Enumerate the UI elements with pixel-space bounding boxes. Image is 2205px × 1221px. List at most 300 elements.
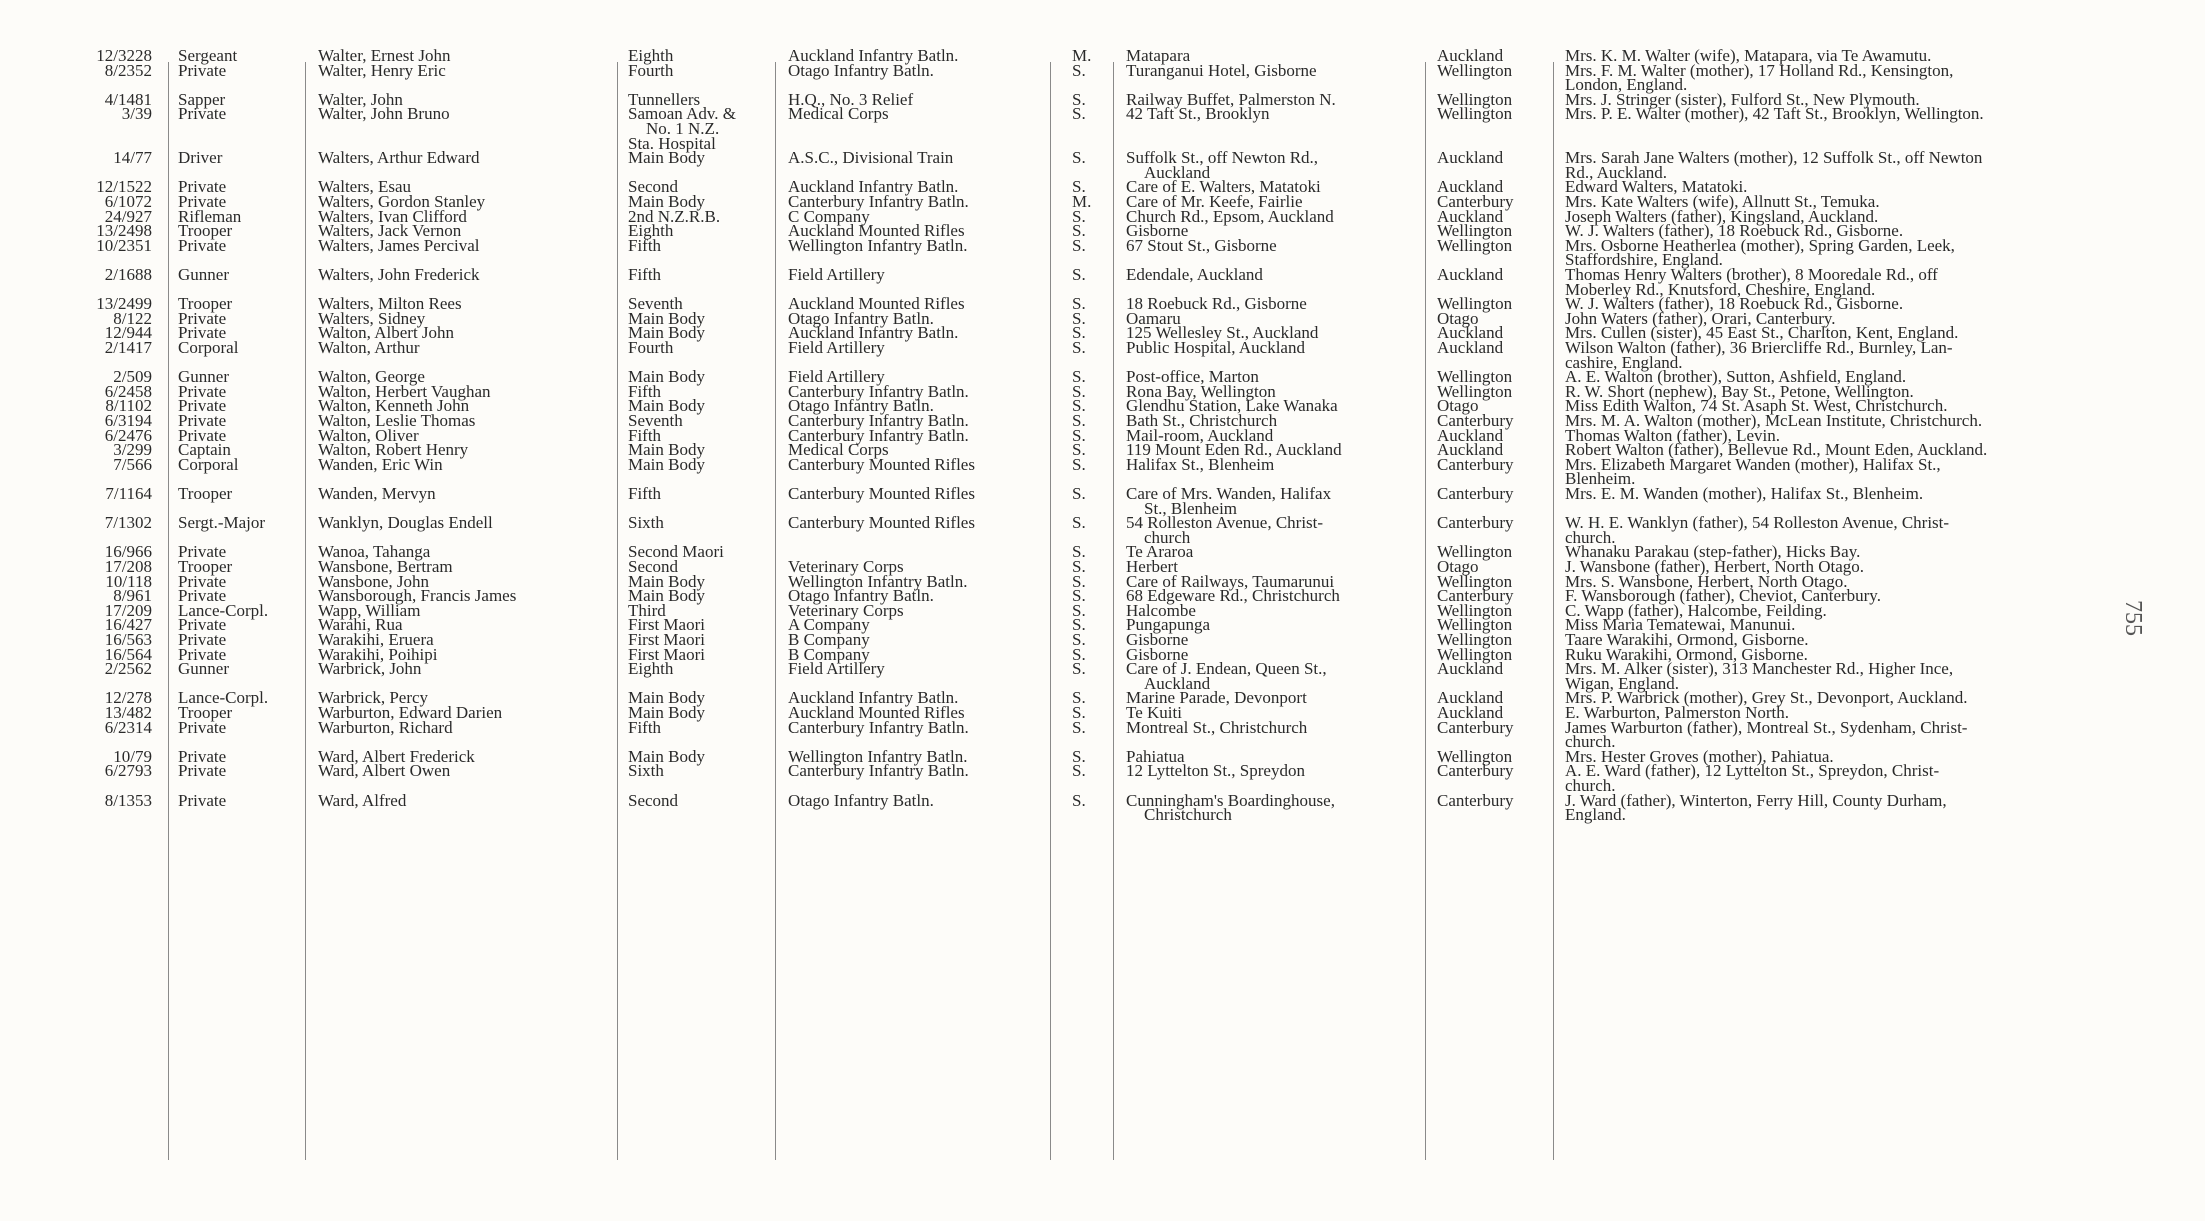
draft-unit: Eighth: [628, 46, 674, 65]
service-number: 14/77: [113, 148, 152, 168]
rank: Private: [178, 177, 227, 197]
corps: A Company: [788, 615, 870, 635]
continuation-text: No. 1 N.Z.: [646, 119, 720, 138]
soldier-name: Wansbone, John: [318, 571, 430, 591]
corps: Veterinary Corps: [788, 600, 904, 620]
last-address: Mail-room, Auckland: [1126, 425, 1274, 445]
corps: Medical Corps: [788, 440, 889, 460]
enlistment-district: Canterbury: [1437, 411, 1514, 430]
last-address: Care of E. Walters, Matatoki: [1126, 177, 1321, 197]
last-address: Care of Mrs. Wanden, Halifax: [1126, 484, 1332, 503]
marital-status: S.: [1072, 454, 1086, 474]
service-number: 6/2458: [104, 381, 152, 401]
next-of-kin: Mrs. Sarah Jane Walters (mother), 12 Suffolk St., off Newton: [1565, 148, 1983, 168]
enlistment-district: Wellington: [1437, 60, 1513, 80]
enlistment-district: Canterbury: [1437, 484, 1514, 503]
enlistment-district: Wellington: [1437, 104, 1513, 124]
draft-unit: Fourth: [628, 60, 674, 80]
soldier-name: Walters, Esau: [318, 177, 412, 197]
service-number: 3/39: [121, 104, 152, 124]
enlistment-district: Canterbury: [1437, 717, 1514, 737]
draft-unit: Tunnellers: [628, 89, 701, 109]
draft-unit: Main Body: [628, 746, 705, 766]
column-rule: [1553, 62, 1554, 1160]
last-address: Herbert: [1126, 557, 1178, 576]
corps: Auckland Infantry Batln.: [788, 688, 959, 708]
draft-unit: Main Body: [628, 703, 705, 722]
rank: Private: [178, 235, 227, 255]
marital-status: S.: [1072, 425, 1086, 445]
last-address: Halifax St., Blenheim: [1126, 454, 1275, 474]
column-rule: [1425, 62, 1426, 1160]
draft-unit: Fifth: [628, 235, 662, 255]
soldier-name: Walton, George: [318, 367, 425, 387]
continuation-text: Blenheim.: [1565, 469, 1636, 489]
enlistment-district: Wellington: [1437, 571, 1513, 591]
next-of-kin: E. Warburton, Palmerston North.: [1565, 703, 1790, 722]
draft-unit: Seventh: [628, 411, 683, 430]
column-rule: [1050, 62, 1051, 1160]
corps: Otago Infantry Batln.: [788, 586, 934, 606]
soldier-name: Warbrick, Percy: [318, 688, 429, 708]
draft-unit: Second Maori: [628, 542, 724, 562]
marital-status: S.: [1072, 484, 1086, 503]
enlistment-district: Wellington: [1437, 89, 1513, 109]
draft-unit: Fifth: [628, 717, 662, 737]
corps: Canterbury Infantry Batln.: [788, 717, 969, 737]
next-of-kin: J. Ward (father), Winterton, Ferry Hill, County Durham,: [1565, 790, 1947, 810]
rank: Trooper: [178, 703, 233, 722]
soldier-name: Walton, Albert John: [318, 323, 455, 343]
next-of-kin: Mrs. Kate Walters (wife), Allnutt St., Temuka.: [1565, 192, 1880, 211]
last-address: 125 Wellesley St., Auckland: [1126, 323, 1319, 343]
marital-status: S.: [1072, 235, 1086, 255]
next-of-kin: Mrs. E. M. Wanden (mother), Halifax St., Blenheim.: [1565, 484, 1924, 503]
last-address: Care of Railways, Taumarunui: [1126, 571, 1335, 591]
draft-unit: 2nd N.Z.R.B.: [628, 206, 721, 226]
marital-status: M.: [1072, 46, 1092, 65]
draft-unit: First Maori: [628, 615, 705, 635]
last-address: Suffolk St., off Newton Rd.,: [1126, 148, 1319, 168]
marital-status: S.: [1072, 513, 1086, 533]
service-number: 8/961: [113, 586, 152, 606]
next-of-kin: Mrs. M. A. Walton (mother), McLean Institute, Christchurch.: [1565, 411, 1983, 430]
continuation-text: church.: [1565, 776, 1616, 795]
marital-status: S.: [1072, 440, 1086, 460]
corps: Canterbury Infantry Batln.: [788, 192, 969, 211]
enlistment-district: Wellington: [1437, 600, 1513, 620]
last-address: 18 Roebuck Rd., Gisborne: [1126, 294, 1307, 314]
enlistment-district: Otago: [1437, 557, 1479, 576]
corps: Canterbury Infantry Batln.: [788, 761, 969, 781]
soldier-name: Walters, Arthur Edward: [318, 148, 480, 168]
last-address: Gisborne: [1126, 630, 1189, 649]
draft-unit: Second: [628, 177, 679, 197]
next-of-kin: Mrs. P. E. Walter (mother), 42 Taft St., Brooklyn, Wellington.: [1565, 104, 1984, 124]
corps: Canterbury Infantry Batln.: [788, 425, 969, 445]
next-of-kin: James Warburton (father), Montreal St., Sydenham, Christ-: [1565, 717, 1968, 737]
enlistment-district: Wellington: [1437, 221, 1513, 241]
continuation-text: England.: [1565, 805, 1626, 825]
corps: Field Artillery: [788, 367, 885, 387]
page-number: 755: [2120, 600, 2146, 636]
continuation-text: St., Blenheim: [1144, 498, 1238, 518]
column-rule: [168, 62, 169, 1160]
last-address: 54 Rolleston Avenue, Christ-: [1126, 513, 1324, 533]
service-number: 8/1102: [105, 396, 152, 416]
service-number: 6/2314: [104, 717, 152, 737]
service-number: 10/118: [105, 571, 152, 591]
marital-status: S.: [1072, 60, 1086, 80]
last-address: 67 Stout St., Gisborne: [1126, 235, 1277, 255]
soldier-name: Walters, Milton Rees: [318, 294, 462, 314]
marital-status: S.: [1072, 89, 1086, 109]
service-number: 6/3194: [104, 411, 152, 430]
rank: Trooper: [178, 294, 233, 314]
marital-status: S.: [1072, 148, 1086, 168]
enlistment-district: Auckland: [1437, 148, 1504, 168]
next-of-kin: Wilson Walton (father), 36 Briercliffe Rd., Burnley, Lan-: [1565, 338, 1953, 357]
soldier-name: Wansbone, Bertram: [318, 557, 453, 576]
continuation-text: Staffordshire, England.: [1565, 250, 1723, 270]
soldier-name: Walter, John Bruno: [318, 104, 450, 124]
marital-status: S.: [1072, 717, 1086, 737]
rank: Private: [178, 644, 227, 664]
marital-status: S.: [1072, 761, 1086, 781]
service-number: 12/3228: [96, 46, 152, 65]
continuation-text: Christchurch: [1144, 805, 1232, 825]
enlistment-district: Auckland: [1437, 177, 1504, 197]
enlistment-district: Wellington: [1437, 615, 1513, 635]
corps: Auckland Infantry Batln.: [788, 46, 959, 65]
last-address: Church Rd., Epsom, Auckland: [1126, 206, 1334, 226]
marital-status: S.: [1072, 411, 1086, 430]
rank: Gunner: [178, 367, 229, 387]
corps: Canterbury Mounted Rifles: [788, 484, 975, 503]
rank: Private: [178, 381, 227, 401]
soldier-name: Walton, Kenneth John: [318, 396, 470, 416]
soldier-name: Walter, Henry Eric: [318, 60, 446, 80]
last-address: Care of J. Endean, Queen St.,: [1126, 659, 1327, 679]
marital-status: S.: [1072, 265, 1086, 284]
draft-unit: Fifth: [628, 484, 662, 503]
rank: Trooper: [178, 484, 233, 503]
continuation-text: Auckland: [1144, 673, 1211, 693]
marital-status: S.: [1072, 294, 1086, 314]
service-number: 7/1302: [104, 513, 152, 533]
service-number: 6/2476: [104, 425, 152, 445]
corps: Canterbury Mounted Rifles: [788, 454, 975, 474]
soldier-name: Walter, John: [318, 89, 403, 109]
enlistment-district: Auckland: [1437, 46, 1504, 65]
service-number: 13/2498: [96, 221, 152, 241]
soldier-name: Walton, Robert Henry: [318, 440, 469, 460]
rank: Lance-Corpl.: [178, 688, 269, 708]
enlistment-district: Wellington: [1437, 294, 1513, 314]
draft-unit: Main Body: [628, 396, 705, 416]
next-of-kin: R. W. Short (nephew), Bay St., Petone, Wellington.: [1565, 381, 1914, 401]
marital-status: S.: [1072, 367, 1086, 387]
soldier-name: Wanoa, Tahanga: [318, 542, 431, 562]
corps: Field Artillery: [788, 659, 885, 679]
next-of-kin: Taare Warakihi, Ormond, Gisborne.: [1565, 630, 1809, 649]
service-number: 17/209: [104, 600, 152, 620]
rank: Private: [178, 308, 227, 328]
corps: Veterinary Corps: [788, 557, 904, 576]
marital-status: S.: [1072, 104, 1086, 124]
next-of-kin: Mrs. Hester Groves (mother), Pahiatua.: [1565, 746, 1834, 766]
last-address: 12 Lyttelton St., Spreydon: [1126, 761, 1305, 781]
next-of-kin: Mrs. S. Wansbone, Herbert, North Otago.: [1565, 571, 1848, 591]
corps: Wellington Infantry Batln.: [788, 746, 968, 766]
enlistment-district: Auckland: [1437, 688, 1504, 708]
soldier-name: Walton, Leslie Thomas: [318, 411, 476, 430]
enlistment-district: Auckland: [1437, 323, 1504, 343]
next-of-kin: Mrs. M. Alker (sister), 313 Manchester Rd., Higher Ince,: [1565, 659, 1954, 679]
service-number: 24/927: [104, 206, 152, 226]
corps: Field Artillery: [788, 338, 885, 357]
service-number: 12/944: [104, 323, 152, 343]
next-of-kin: Mrs. K. M. Walter (wife), Matapara, via Te Awamutu.: [1565, 46, 1932, 65]
service-number: 2/1688: [104, 265, 152, 284]
rank: Gunner: [178, 265, 229, 284]
enlistment-district: Wellington: [1437, 644, 1513, 664]
last-address: Pahiatua: [1126, 746, 1185, 766]
corps: Canterbury Infantry Batln.: [788, 381, 969, 401]
next-of-kin: Thomas Henry Walters (brother), 8 Mooredale Rd., off: [1565, 265, 1938, 284]
marital-status: S.: [1072, 396, 1086, 416]
draft-unit: Fifth: [628, 265, 662, 284]
enlistment-district: Auckland: [1437, 659, 1504, 679]
marital-status: S.: [1072, 221, 1086, 241]
draft-unit: Main Body: [628, 454, 705, 474]
corps: Auckland Infantry Batln.: [788, 177, 959, 197]
rank: Trooper: [178, 221, 233, 241]
enlistment-district: Wellington: [1437, 381, 1513, 401]
rank: Sergt.-Major: [178, 513, 266, 533]
enlistment-district: Auckland: [1437, 440, 1504, 460]
continuation-text: Rd., Auckland.: [1565, 162, 1667, 182]
soldier-name: Walters, Gordon Stanley: [318, 192, 486, 211]
continuation-text: Wigan, England.: [1565, 673, 1680, 693]
marital-status: M.: [1072, 192, 1092, 211]
enlistment-district: Canterbury: [1437, 513, 1514, 533]
continuation-text: church: [1144, 527, 1191, 547]
rank: Private: [178, 104, 227, 124]
corps: C Company: [788, 206, 870, 226]
last-address: Te Kuiti: [1126, 703, 1182, 722]
draft-unit: Fourth: [628, 338, 674, 357]
service-number: 8/2352: [104, 60, 152, 80]
draft-unit: Main Body: [628, 367, 705, 387]
marital-status: S.: [1072, 571, 1086, 591]
enlistment-district: Wellington: [1437, 235, 1513, 255]
next-of-kin: Whanaku Parakau (step-father), Hicks Bay.: [1565, 542, 1861, 562]
soldier-name: Ward, Albert Frederick: [318, 746, 475, 766]
next-of-kin: Mrs. P. Warbrick (mother), Grey St., Devonport, Auckland.: [1565, 688, 1968, 708]
service-number: 16/966: [104, 542, 152, 562]
continuation-text: Auckland: [1144, 162, 1211, 182]
next-of-kin: Joseph Walters (father), Kingsland, Auckland.: [1565, 206, 1879, 226]
last-address: Oamaru: [1126, 308, 1181, 328]
draft-unit: Fifth: [628, 381, 662, 401]
soldier-name: Warakihi, Poihipi: [318, 644, 438, 664]
rank: Corporal: [178, 338, 239, 357]
next-of-kin: Mrs. Cullen (sister), 45 East St., Charlton, Kent, England.: [1565, 323, 1959, 343]
corps: Canterbury Mounted Rifles: [788, 513, 975, 533]
soldier-name: Wansborough, Francis James: [318, 586, 517, 606]
marital-status: S.: [1072, 644, 1086, 664]
next-of-kin: Ruku Warakihi, Ormond, Gisborne.: [1565, 644, 1808, 664]
soldier-name: Walter, Ernest John: [318, 46, 451, 65]
next-of-kin: C. Wapp (father), Halcombe, Feilding.: [1565, 600, 1827, 620]
rank: Private: [178, 542, 227, 562]
marital-status: S.: [1072, 659, 1086, 679]
marital-status: S.: [1072, 615, 1086, 635]
last-address: Pungapunga: [1126, 615, 1211, 635]
service-number: 4/1481: [104, 89, 152, 109]
draft-unit: Main Body: [628, 323, 705, 343]
last-address: Te Araroa: [1126, 542, 1194, 562]
enlistment-district: Otago: [1437, 308, 1479, 328]
service-number: 2/1417: [104, 338, 152, 357]
last-address: 119 Mount Eden Rd., Auckland: [1126, 440, 1342, 460]
draft-unit: Seventh: [628, 294, 683, 314]
next-of-kin: W. J. Walters (father), 18 Roebuck Rd., Gisborne.: [1565, 221, 1904, 241]
draft-unit: Main Body: [628, 308, 705, 328]
last-address: Edendale, Auckland: [1126, 265, 1263, 284]
soldier-name: Ward, Albert Owen: [318, 761, 451, 781]
service-number: 12/278: [104, 688, 152, 708]
rank: Private: [178, 615, 227, 635]
service-number: 13/2499: [96, 294, 152, 314]
rank: Sergeant: [178, 46, 238, 65]
service-number: 16/564: [104, 644, 152, 664]
marital-status: S.: [1072, 630, 1086, 649]
last-address: Matapara: [1126, 46, 1191, 65]
rank: Private: [178, 571, 227, 591]
last-address: Bath St., Christchurch: [1126, 411, 1278, 430]
draft-unit: Sixth: [628, 513, 664, 533]
marital-status: S.: [1072, 206, 1086, 226]
draft-unit: Eighth: [628, 221, 674, 241]
rank: Trooper: [178, 557, 233, 576]
continuation-text: London, England.: [1565, 75, 1688, 95]
service-number: 10/2351: [96, 235, 152, 255]
next-of-kin: Robert Walton (father), Bellevue Rd., Mount Eden, Auckland.: [1565, 440, 1988, 460]
soldier-name: Ward, Alfred: [318, 790, 407, 810]
service-number: 3/299: [113, 440, 152, 460]
corps: B Company: [788, 644, 870, 664]
next-of-kin: Miss Edith Walton, 74 St. Asaph St. West, Christchurch.: [1565, 396, 1948, 416]
soldier-name: Wapp, William: [318, 600, 421, 620]
soldier-name: Walters, John Frederick: [318, 265, 480, 284]
service-number: 2/509: [113, 367, 152, 387]
rank: Private: [178, 396, 227, 416]
corps: Wellington Infantry Batln.: [788, 235, 968, 255]
soldier-name: Walters, James Percival: [318, 235, 480, 255]
enlistment-district: Auckland: [1437, 206, 1504, 226]
last-address: Rona Bay, Wellington: [1126, 381, 1276, 401]
marital-status: S.: [1072, 177, 1086, 197]
service-number: 13/482: [104, 703, 152, 722]
last-address: Gisborne: [1126, 644, 1189, 664]
next-of-kin: A. E. Ward (father), 12 Lyttelton St., Spreydon, Christ-: [1565, 761, 1940, 781]
continuation-text: Moberley Rd., Knutsford, Cheshire, England.: [1565, 279, 1876, 299]
last-address: Marine Parade, Devonport: [1126, 688, 1307, 708]
corps: Otago Infantry Batln.: [788, 790, 934, 810]
next-of-kin: Miss Maria Tematewai, Manunui.: [1565, 615, 1796, 635]
corps: Canterbury Infantry Batln.: [788, 411, 969, 430]
draft-unit: First Maori: [628, 644, 705, 664]
rank: Lance-Corpl.: [178, 600, 269, 620]
column-rule: [775, 62, 776, 1160]
rank: Rifleman: [178, 206, 242, 226]
rank: Private: [178, 790, 227, 810]
rank: Private: [178, 192, 227, 211]
service-number: 8/122: [113, 308, 152, 328]
next-of-kin: Mrs. Elizabeth Margaret Wanden (mother), Halifax St.,: [1565, 454, 1941, 474]
rank: Private: [178, 746, 227, 766]
service-number: 6/2793: [104, 761, 152, 781]
last-address: Glendhu Station, Lake Wanaka: [1126, 396, 1338, 416]
marital-status: S.: [1072, 323, 1086, 343]
last-address: 68 Edgeware Rd., Christchurch: [1126, 586, 1340, 606]
soldier-name: Wanklyn, Douglas Endell: [318, 513, 493, 533]
rank: Private: [178, 586, 227, 606]
corps: Wellington Infantry Batln.: [788, 571, 968, 591]
enlistment-district: Canterbury: [1437, 192, 1514, 211]
next-of-kin: John Waters (father), Orari, Canterbury.: [1565, 308, 1836, 328]
marital-status: S.: [1072, 790, 1086, 810]
continuation-text: church.: [1565, 732, 1616, 752]
soldier-name: Warakihi, Eruera: [318, 630, 434, 649]
service-number: 16/563: [104, 630, 152, 649]
soldier-name: Warahi, Rua: [318, 615, 403, 635]
corps: Auckland Mounted Rifles: [788, 221, 965, 241]
soldier-name: Walton, Herbert Vaughan: [318, 381, 491, 401]
marital-status: S.: [1072, 381, 1086, 401]
last-address: Care of Mr. Keefe, Fairlie: [1126, 192, 1303, 211]
continuation-text: church.: [1565, 527, 1616, 547]
corps: Auckland Mounted Rifles: [788, 294, 965, 314]
column-rule: [617, 62, 618, 1160]
last-address: Railway Buffet, Palmerston N.: [1126, 89, 1336, 109]
next-of-kin: Thomas Walton (father), Levin.: [1565, 425, 1780, 445]
service-number: 6/1072: [104, 192, 152, 211]
enlistment-district: Wellington: [1437, 630, 1513, 649]
corps: Auckland Infantry Batln.: [788, 323, 959, 343]
corps: B Company: [788, 630, 870, 649]
marital-status: S.: [1072, 338, 1086, 357]
last-address: Montreal St., Christchurch: [1126, 717, 1308, 737]
enlistment-district: Wellington: [1437, 367, 1513, 387]
soldier-name: Walters, Sidney: [318, 308, 426, 328]
draft-unit: Main Body: [628, 148, 705, 168]
enlistment-district: Canterbury: [1437, 454, 1514, 474]
enlistment-district: Auckland: [1437, 338, 1504, 357]
marital-status: S.: [1072, 308, 1086, 328]
rank: Private: [178, 60, 227, 80]
next-of-kin: Edward Walters, Matatoki.: [1565, 177, 1748, 197]
next-of-kin: W. H. E. Wanklyn (father), 54 Rolleston Avenue, Christ-: [1565, 513, 1950, 533]
last-address: Cunningham's Boardinghouse,: [1126, 790, 1335, 810]
rank: Private: [178, 630, 227, 649]
draft-unit: Main Body: [628, 688, 705, 708]
service-number: 7/566: [113, 454, 152, 474]
marital-status: S.: [1072, 688, 1086, 708]
rank: Private: [178, 761, 227, 781]
